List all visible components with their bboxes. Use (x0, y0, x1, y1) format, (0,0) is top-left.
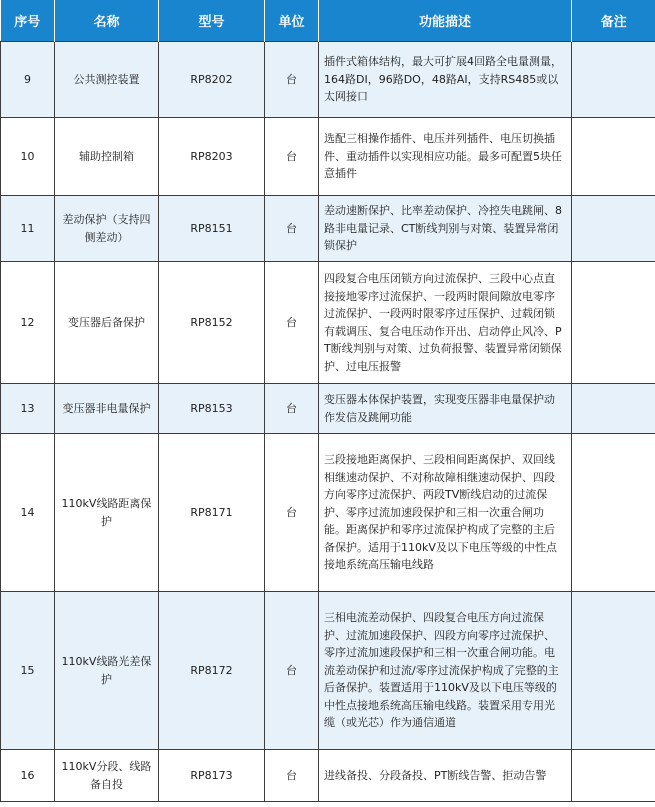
table-row (1, 434, 655, 592)
table-row (1, 384, 655, 434)
row-no: 11 (1, 196, 55, 262)
row-note (572, 434, 655, 592)
row-name: 变压器后备保护 (55, 262, 159, 384)
row-model: RP8172 (159, 592, 265, 750)
row-name: 变压器非电量保护 (55, 384, 159, 434)
row-unit: 台 (265, 592, 319, 750)
row-unit: 台 (265, 42, 319, 118)
row-model: RP8171 (159, 434, 265, 592)
row-model: RP8151 (159, 196, 265, 262)
table-row (1, 262, 655, 384)
row-description: 进线备投、分段备投、PT断线告警、拒动告警 (319, 750, 572, 802)
table-row (1, 118, 655, 196)
row-name: 辅助控制箱 (55, 118, 159, 196)
row-no: 9 (1, 42, 55, 118)
row-model: RP8153 (159, 384, 265, 434)
row-name: 110kV线路距离保护 (55, 434, 159, 592)
row-unit: 台 (265, 118, 319, 196)
row-description: 四段复合电压闭锁方向过流保护、三段中心点直接接地零序过流保护、一段两时限间隙放电零序过流保护、一段两时限零序过压保护、过载闭锁有载调压、复合电压动作开出、启动停止风冷、PT断线判别与对策、过负荷报警、装置异常闭锁保护、过电压报警 (319, 262, 572, 384)
header-model: 型号 (159, 0, 265, 42)
row-description: 变压器本体保护装置，实现变压器非电量保护动作发信及跳闸功能 (319, 384, 572, 434)
table-row (1, 750, 655, 802)
row-no: 10 (1, 118, 55, 196)
header-row (1, 0, 655, 42)
row-no: 15 (1, 592, 55, 750)
header-note: 备注 (572, 0, 655, 42)
row-name: 公共测控装置 (55, 42, 159, 118)
row-no: 14 (1, 434, 55, 592)
header-unit: 单位 (265, 0, 319, 42)
row-description: 差动速断保护、比率差动保护、冷控失电跳闸、8路非电量记录、CT断线判别与对策、装置异常闭锁保护 (319, 196, 572, 262)
row-no: 12 (1, 262, 55, 384)
row-unit: 台 (265, 384, 319, 434)
row-note (572, 42, 655, 118)
row-description: 插件式箱体结构，最大可扩展4回路全电量测量，164路DI，96路DO，48路AI，支持RS485或以太网接口 (319, 42, 572, 118)
row-name: 差动保护（支持四侧差动） (55, 196, 159, 262)
row-description: 选配三相操作插件、电压并列插件、电压切换插件、重动插件以实现相应功能。最多可配置5块任意插件 (319, 118, 572, 196)
table-row (1, 42, 655, 118)
table-row (1, 592, 655, 750)
row-unit: 台 (265, 434, 319, 592)
row-name: 110kV分段、线路备自投 (55, 750, 159, 802)
row-note (572, 750, 655, 802)
row-name: 110kV线路光差保护 (55, 592, 159, 750)
row-note (572, 196, 655, 262)
row-model: RP8202 (159, 42, 265, 118)
row-unit: 台 (265, 196, 319, 262)
row-unit: 台 (265, 262, 319, 384)
header-name: 名称 (55, 0, 159, 42)
row-no: 13 (1, 384, 55, 434)
row-model: RP8152 (159, 262, 265, 384)
row-model: RP8173 (159, 750, 265, 802)
row-note (572, 118, 655, 196)
row-model: RP8203 (159, 118, 265, 196)
table-row (1, 196, 655, 262)
row-unit: 台 (265, 750, 319, 802)
row-note (572, 384, 655, 434)
row-note (572, 592, 655, 750)
header-description: 功能描述 (319, 0, 572, 42)
row-description: 三段接地距离保护、三段相间距离保护、双回线相继速动保护、不对称故障相继速动保护、四段方向零序过流保护、两段TV断线启动的过流保护、零序过流加速段保护和三相一次重合闸功能。距离保护和零序过流保护构成了完整的主后备保护。适用于110kV及以下电压等级的中性点接地系统高压输电线路 (319, 434, 572, 592)
row-no: 16 (1, 750, 55, 802)
header-no: 序号 (1, 0, 55, 42)
row-note (572, 262, 655, 384)
row-description: 三相电流差动保护、四段复合电压方向过流保护、过流加速段保护、四段方向零序过流保护、零序过流加速段保护和三相一次重合闸功能。电流差动保护和过流/零序过流保护构成了完整的主后备保护。装置适用于110kV及以下电压等级的中性点接地系统高压输电线路。装置采用专用光缆（或光芯）作为通信通道 (319, 592, 572, 750)
